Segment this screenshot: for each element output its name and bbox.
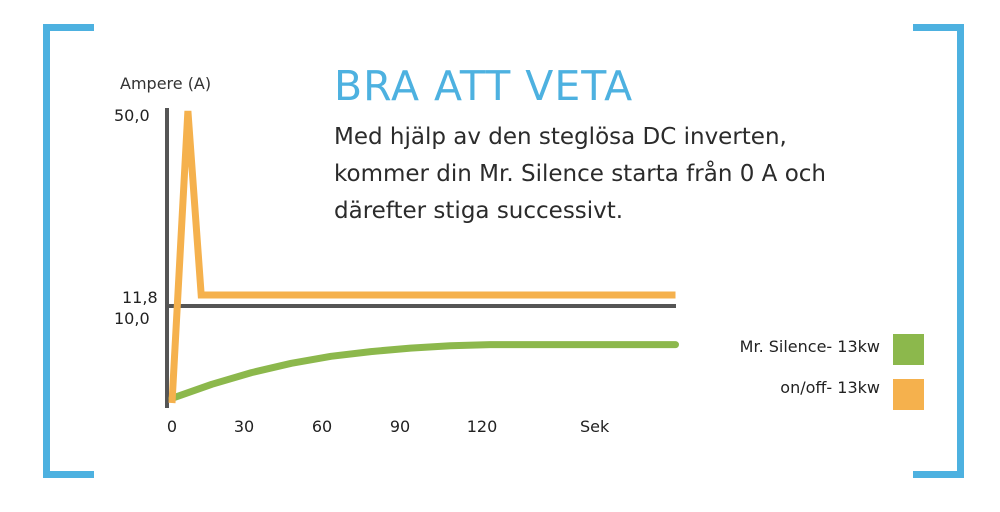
description-line-1: Med hjälp av den steglösa DC inverten, <box>334 124 787 150</box>
heading: BRA ATT VETA <box>334 62 634 110</box>
x-tick-60: 60 <box>311 417 333 436</box>
x-tick-90: 90 <box>389 417 411 436</box>
y-tick-11-8: 11,8 <box>122 288 158 307</box>
x-tick-0: 0 <box>166 417 178 436</box>
legend-swatch-on-off <box>893 379 924 410</box>
description-line-2: kommer din Mr. Silence starta från 0 A och <box>334 161 826 187</box>
series-mr-silence <box>172 345 676 399</box>
y-tick-10: 10,0 <box>114 309 150 328</box>
x-tick-30: 30 <box>233 417 255 436</box>
y-axis-label: Ampere (A) <box>120 74 212 93</box>
legend-label-mr-silence: Mr. Silence- 13kw <box>739 337 880 356</box>
series-on-off <box>172 111 676 403</box>
x-tick-120: 120 <box>466 417 498 436</box>
y-tick-50: 50,0 <box>114 106 150 125</box>
x-axis-unit: Sek <box>580 417 610 436</box>
legend-label-on-off: on/off- 13kw <box>780 378 880 397</box>
description-line-3: därefter stiga successivt. <box>334 198 624 224</box>
legend-swatch-mr-silence <box>893 334 924 365</box>
